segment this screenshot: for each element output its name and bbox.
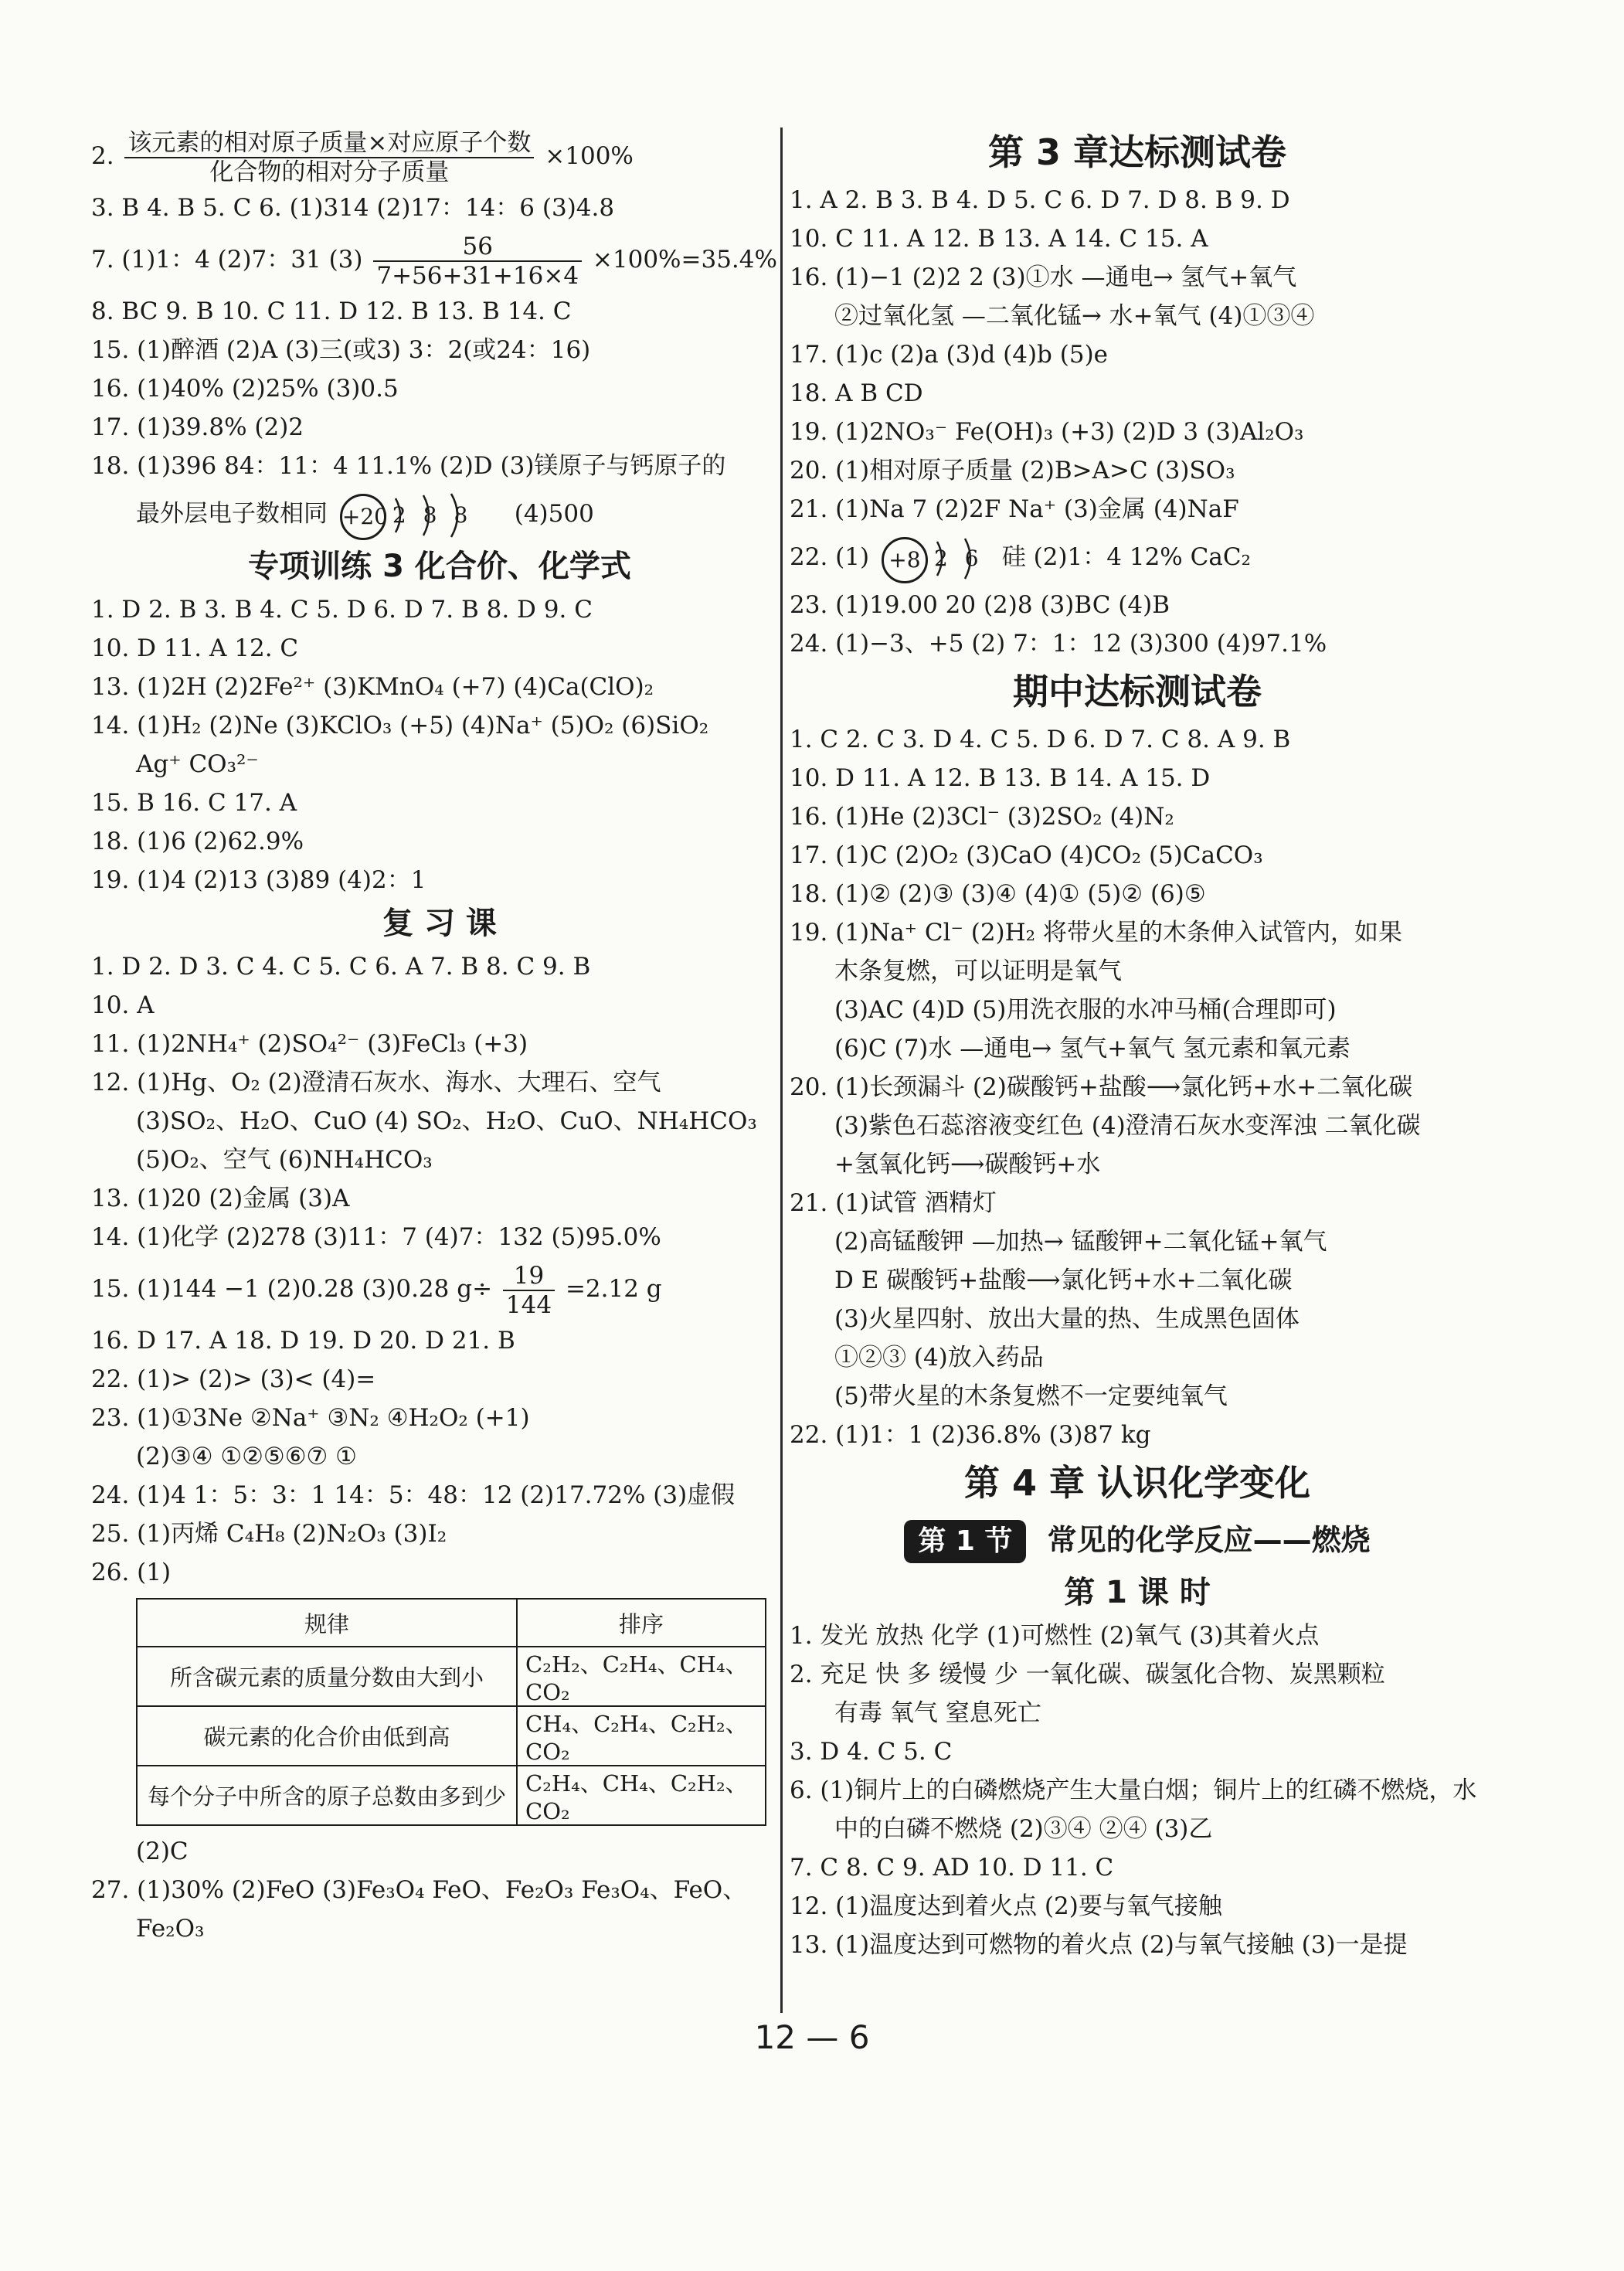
answer-line: 15. (1)醉酒 (2)A (3)三(或3) 3：2(或24：16) xyxy=(91,336,591,364)
fraction xyxy=(124,129,534,186)
answer-line: 10. D 11. A 12. C xyxy=(91,634,299,662)
answer-line: 10. C 11. A 12. B 13. A 14. C 15. A xyxy=(790,225,1208,253)
answer-text: 7. (1)1：4 (2)7：31 (3) xyxy=(91,246,363,274)
answer-line: 12. (1)温度达到着火点 (2)要与氧气接触 xyxy=(790,1892,1222,1920)
answer-line: (2)C xyxy=(136,1838,189,1865)
answer-line: 19. (1)4 (2)13 (3)89 (4)2：1 xyxy=(91,866,426,894)
answer-line xyxy=(91,485,788,542)
answer-line: (2)③④ ①②⑤⑥⑦ ① xyxy=(136,1443,357,1470)
table-header-row xyxy=(137,1599,766,1647)
answer-table xyxy=(136,1598,766,1826)
table-cell: 每个分子中所含的原子总数由多到少 xyxy=(137,1766,517,1825)
answer-line: 有毒 氧气 窒息死亡 xyxy=(834,1699,1041,1727)
answer-line: D E 碳酸钙+盐酸⟶氯化钙+水+二氧化碳 xyxy=(834,1266,1293,1294)
answer-line: 20. (1)相对原子质量 (2)B>A>C (3)SO₃ xyxy=(790,457,1235,484)
answer-line: 8. BC 9. B 10. C 11. D 12. B 13. B 14. C xyxy=(91,297,572,325)
answer-line xyxy=(91,227,788,292)
table-header: 排序 xyxy=(517,1599,766,1647)
section-badge: 第 1 节 xyxy=(904,1520,1026,1563)
answer-line: 18. (1)396 84：11：4 11.1% (2)D (3)镁原子与钙原子的 xyxy=(91,452,726,480)
page-number: 12 — 6 xyxy=(754,2018,870,2056)
answer-line: 17. (1)C (2)O₂ (3)CaO (4)CO₂ (5)CaCO₃ xyxy=(790,841,1263,869)
answer-line: 11. (1)2NH₄⁺ (2)SO₄²⁻ (3)FeCl₃ (+3) xyxy=(91,1030,528,1058)
answer-line: (3)紫色石蕊溶液变红色 (4)澄清石灰水变浑浊 二氧化碳 xyxy=(834,1112,1421,1140)
answer-line: 26. (1) xyxy=(91,1559,172,1586)
fraction-numerator: 该元素的相对原子质量×对应原子个数 xyxy=(124,129,534,158)
electron-counts: 26 xyxy=(933,545,996,571)
answer-line: 21. (1)Na 7 (2)2F Na⁺ (3)金属 (4)NaF xyxy=(790,495,1239,523)
answer-line: 25. (1)丙烯 C₄H₈ (2)N₂O₃ (3)I₂ xyxy=(91,1520,447,1548)
answer-line: Fe₂O₃ xyxy=(136,1915,205,1943)
table-cell: 所含碳元素的质量分数由大到小 xyxy=(137,1647,517,1706)
answer-line: 13. (1)温度达到可燃物的着火点 (2)与氧气接触 (3)一是提 xyxy=(790,1931,1408,1959)
answer-line: 1. 发光 放热 化学 (1)可燃性 (2)氧气 (3)其着火点 xyxy=(790,1622,1320,1650)
answer-line: (6)C (7)水 —通电→ 氢气+氧气 氢元素和氧元素 xyxy=(834,1035,1351,1062)
answer-text: 22. (1) xyxy=(790,543,870,571)
answer-line: 16. (1)−1 (2)2 2 (3)①水 —通电→ 氢气+氧气 xyxy=(790,263,1297,291)
answer-line: 3. D 4. C 5. C xyxy=(790,1738,953,1766)
atom-structure-diagram xyxy=(340,492,502,539)
answer-line: 18. A B CD xyxy=(790,379,923,407)
answer-line: 10. D 11. A 12. B 13. B 14. A 15. D xyxy=(790,764,1211,792)
answer-line: (5)带火星的木条复燃不一定要纯氧气 xyxy=(834,1382,1228,1410)
answer-line: +氢氧化钙⟶碳酸钙+水 xyxy=(834,1151,1101,1178)
answer-line: ②过氧化氢 —二氧化锰→ 水+氧气 (4)①③④ xyxy=(834,302,1315,330)
fraction-denominator: 144 xyxy=(505,1290,552,1319)
table-cell: C₂H₄、CH₄、C₂H₂、CO₂ xyxy=(517,1766,766,1825)
answer-line: 14. (1)H₂ (2)Ne (3)KClO₃ (+5) (4)Na⁺ (5)O₂ (6)SiO₂ xyxy=(91,712,709,739)
answer-line: 15. B 16. C 17. A xyxy=(91,789,297,817)
fraction-numerator: 56 xyxy=(373,233,582,262)
fraction-suffix: =2.12 g xyxy=(565,1275,662,1303)
section-heading: 期中达标测试卷 xyxy=(1013,671,1262,712)
answer-line: 16. (1)He (2)3Cl⁻ (3)2SO₂ (4)N₂ xyxy=(790,803,1174,831)
electron-counts: 288 xyxy=(392,501,485,528)
answer-line: 13. (1)20 (2)金属 (3)A xyxy=(91,1185,350,1212)
table-cell: CH₄、C₂H₄、C₂H₂、CO₂ xyxy=(517,1706,766,1766)
answer-line: 6. (1)铜片上的白磷燃烧产生大量白烟；铜片上的红磷不燃烧，水 xyxy=(790,1776,1477,1804)
answer-line xyxy=(790,529,1485,586)
section-heading: 专项训练 3 化合价、化学式 xyxy=(248,549,631,584)
answer-line: 1. C 2. C 3. D 4. C 5. D 6. D 7. C 8. A 9. B xyxy=(790,726,1291,753)
answer-line: 中的白磷不燃烧 (2)③④ ②④ (3)乙 xyxy=(834,1815,1213,1843)
answer-line: 1. A 2. B 3. B 4. D 5. C 6. D 7. D 8. B 9. D xyxy=(790,186,1290,214)
answer-line: 23. (1)①3Ne ②Na⁺ ③N₂ ④H₂O₂ (+1) xyxy=(91,1404,530,1432)
answer-text: (4)500 xyxy=(514,500,594,528)
answer-line: 1. D 2. D 3. C 4. C 5. C 6. A 7. B 8. C 9. B xyxy=(91,953,591,981)
answer-line: 16. (1)40% (2)25% (3)0.5 xyxy=(91,375,399,403)
left-column xyxy=(91,124,788,1948)
answer-line: 23. (1)19.00 20 (2)8 (3)BC (4)B xyxy=(790,591,1170,619)
fraction-denominator: 化合物的相对分子质量 xyxy=(209,158,450,186)
answer-line: 18. (1)6 (2)62.9% xyxy=(91,828,304,855)
answer-line: 19. (1)Na⁺ Cl⁻ (2)H₂ 将带火星的木条伸入试管内，如果 xyxy=(790,919,1402,947)
atom-nucleus: +20 xyxy=(340,494,386,540)
answer-line: 12. (1)Hg、O₂ (2)澄清石灰水、海水、大理石、空气 xyxy=(91,1069,661,1096)
fraction-denominator: 7+56+31+16×4 xyxy=(376,261,579,290)
answer-line: 7. C 8. C 9. AD 10. D 11. C xyxy=(790,1854,1114,1882)
answer-line: 17. (1)c (2)a (3)d (4)b (5)e xyxy=(790,341,1109,369)
table-cell: C₂H₂、C₂H₄、CH₄、CO₂ xyxy=(517,1647,766,1706)
answer-line xyxy=(91,124,788,189)
answer-line: 13. (1)2H (2)2Fe²⁺ (3)KMnO₄ (+7) (4)Ca(ClO)₂ xyxy=(91,673,654,701)
answer-text: 硅 (2)1：4 12% CaC₂ xyxy=(1001,543,1251,571)
fraction-suffix: ×100% xyxy=(545,142,634,170)
section-badge-row xyxy=(790,1511,1485,1569)
answer-line: 19. (1)2NO₃⁻ Fe(OH)₃ (+3) (2)D 3 (3)Al₂O₃ xyxy=(790,418,1304,446)
fraction xyxy=(373,233,582,290)
answer-line: 3. B 4. B 5. C 6. (1)314 (2)17：14：6 (3)4.8 xyxy=(91,194,615,222)
table-cell: 碳元素的化合价由低到高 xyxy=(137,1706,517,1766)
answer-line: 24. (1)4 1：5：3：1 14：5：48：12 (2)17.72% (3)虚假 xyxy=(91,1481,736,1509)
answer-line: 22. (1)1：1 (2)36.8% (3)87 kg xyxy=(790,1421,1151,1449)
section-heading: 第 3 章达标测试卷 xyxy=(987,131,1287,173)
answer-text: 最外层电子数相同 xyxy=(136,500,328,528)
answer-line: 21. (1)试管 酒精灯 xyxy=(790,1189,997,1217)
answer-line: 木条复燃，可以证明是氧气 xyxy=(834,957,1122,985)
answer-line: 2. 充足 快 多 缓慢 少 一氧化碳、碳氢化合物、炭黑颗粒 xyxy=(790,1661,1385,1688)
answer-line: 1. D 2. B 3. B 4. C 5. D 6. D 7. B 8. D 9. C xyxy=(91,596,593,624)
table-header: 规律 xyxy=(137,1599,517,1647)
table-row xyxy=(137,1706,766,1766)
fraction xyxy=(503,1262,555,1319)
answer-line: 16. D 17. A 18. D 19. D 20. D 21. B xyxy=(91,1327,515,1355)
answer-line: ①②③ (4)放入药品 xyxy=(834,1344,1044,1372)
chapter-heading: 第 4 章 认识化学变化 xyxy=(963,1462,1311,1504)
answer-line: (3)SO₂、H₂O、CuO (4) SO₂、H₂O、CuO、NH₄HCO₃ xyxy=(136,1107,757,1135)
answer-line: 17. (1)39.8% (2)2 xyxy=(91,413,304,441)
right-column xyxy=(790,124,1485,1964)
answer-text: 15. (1)144 −1 (2)0.28 (3)0.28 g÷ xyxy=(91,1275,493,1303)
lesson-heading: 第 1 课 时 xyxy=(1064,1575,1211,1610)
answer-line: 18. (1)② (2)③ (3)④ (4)① (5)② (6)⑤ xyxy=(790,880,1206,908)
answer-line: (2)高锰酸钾 —加热→ 锰酸钾+二氧化锰+氧气 xyxy=(834,1228,1327,1256)
question-number: 2. xyxy=(91,142,114,170)
answer-line: 14. (1)化学 (2)278 (3)11：7 (4)7：132 (5)95.0% xyxy=(91,1223,661,1251)
answer-line: (5)O₂、空气 (6)NH₄HCO₃ xyxy=(136,1146,433,1174)
answer-line: 22. (1)> (2)> (3)< (4)= xyxy=(91,1365,376,1393)
answer-line: 10. A xyxy=(91,991,155,1019)
answer-line: 20. (1)长颈漏斗 (2)碳酸钙+盐酸⟶氯化钙+水+二氧化碳 xyxy=(790,1073,1413,1101)
section-heading: 复 习 课 xyxy=(382,906,497,941)
answer-line: 27. (1)30% (2)FeO (3)Fe₃O₄ FeO、Fe₂O₃ Fe₃O₄、FeO、 xyxy=(91,1876,747,1904)
fraction-numerator: 19 xyxy=(503,1262,555,1291)
table-row xyxy=(137,1647,766,1706)
answer-line: 24. (1)−3、+5 (2) 7：1：12 (3)300 (4)97.1% xyxy=(790,630,1327,658)
answer-line: (3)AC (4)D (5)用洗衣服的水冲马桶(合理即可) xyxy=(834,996,1337,1024)
fraction-suffix: ×100%=35.4% xyxy=(592,246,777,274)
atom-nucleus: +8 xyxy=(882,537,928,583)
table-row xyxy=(137,1766,766,1825)
answer-line: (3)火星四射、放出大量的热、生成黑色固体 xyxy=(834,1305,1300,1333)
section-badge-title: 常见的化学反应——燃烧 xyxy=(1047,1523,1371,1557)
answer-line: Ag⁺ CO₃²⁻ xyxy=(136,750,259,778)
answer-line xyxy=(91,1256,788,1321)
atom-structure-diagram xyxy=(882,535,996,582)
